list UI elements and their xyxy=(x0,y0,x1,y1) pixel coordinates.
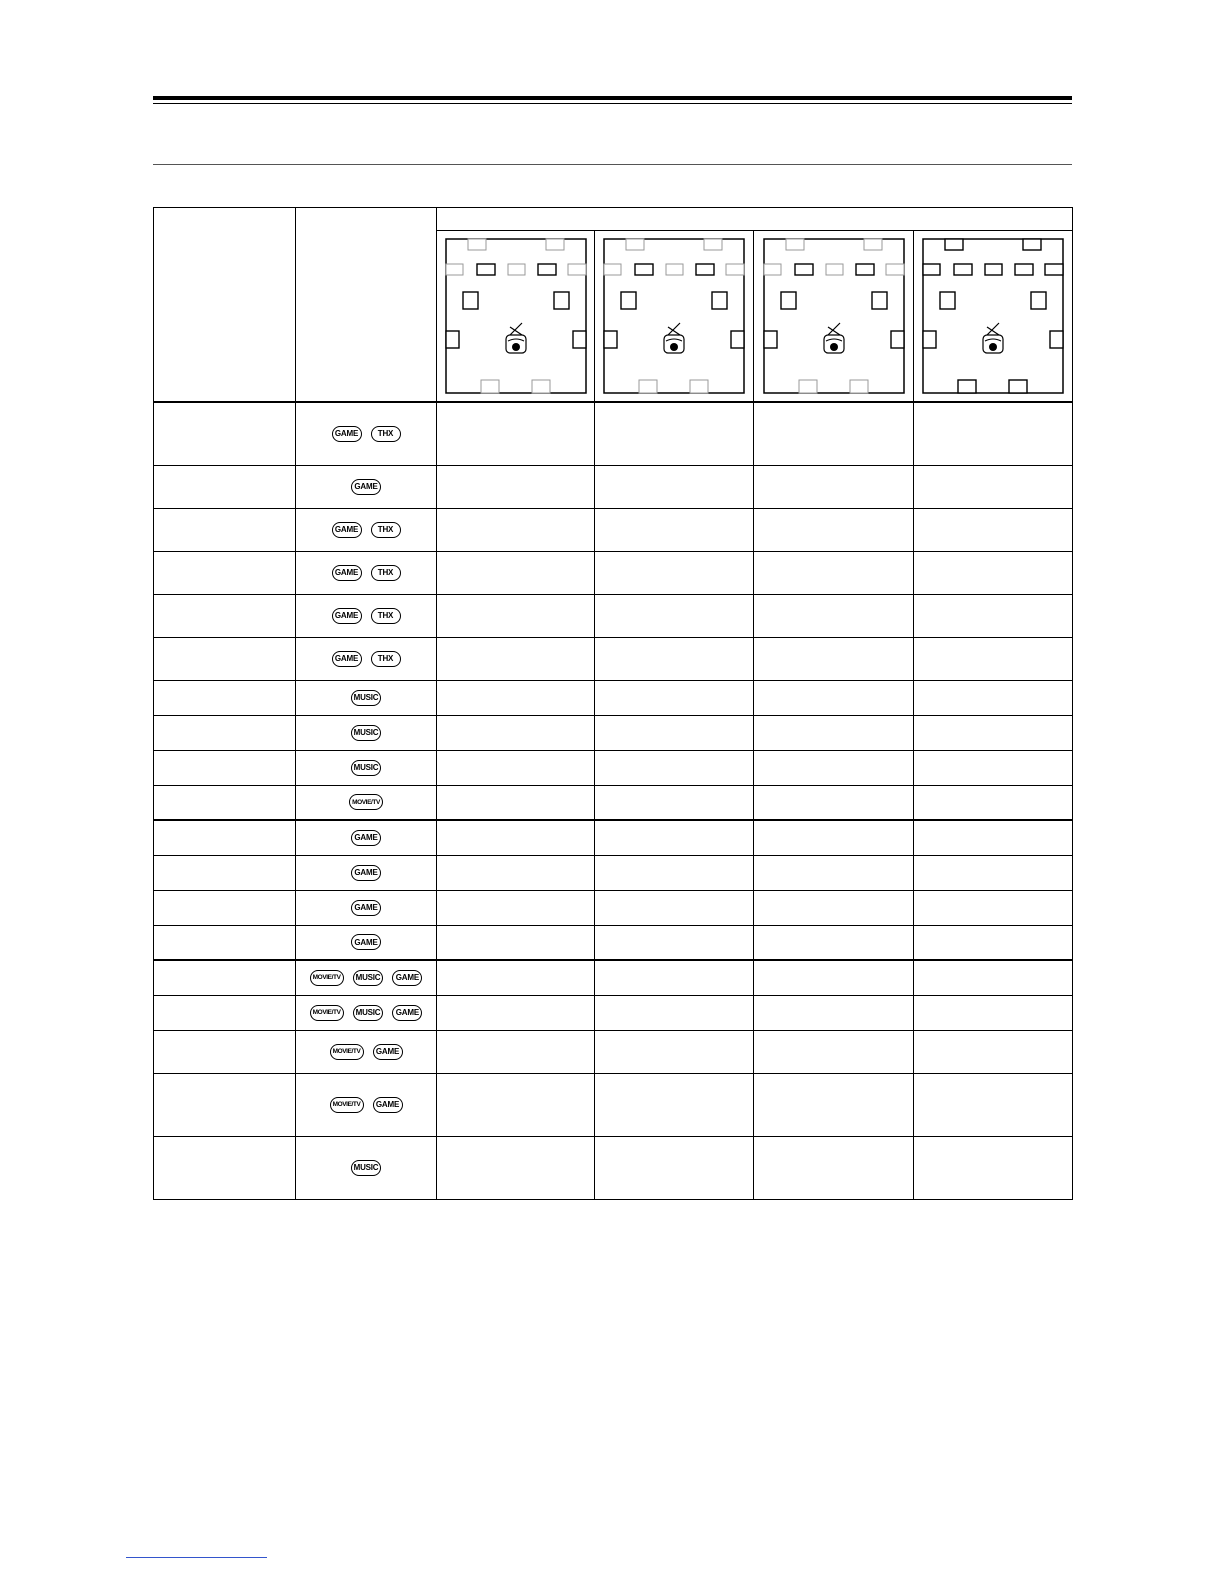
layout-availability-cell xyxy=(595,637,754,680)
mode-buttons xyxy=(296,426,436,442)
layout-availability-cell xyxy=(914,820,1073,855)
music-button-icon: MUSIC xyxy=(353,1005,384,1021)
mode-name-cell xyxy=(154,960,296,995)
mode-button-cell xyxy=(296,594,437,637)
mode-buttons xyxy=(296,970,436,986)
mode-button-cell xyxy=(296,785,437,820)
footnote-rule xyxy=(126,1557,267,1558)
speaker-diagram-cell-2 xyxy=(595,231,754,403)
layout-availability-cell xyxy=(595,1030,754,1073)
layout-availability-cell xyxy=(754,925,914,960)
layout-availability-cell xyxy=(914,551,1073,594)
front-wide-right-speaker xyxy=(726,264,744,275)
layout-availability-cell xyxy=(754,594,914,637)
center-speaker xyxy=(985,264,1002,275)
front-wide-right-speaker xyxy=(1045,264,1063,275)
mode-buttons xyxy=(296,565,436,581)
surround-back-right-speaker xyxy=(690,380,708,393)
mode-name-cell xyxy=(154,820,296,855)
front-left-speaker xyxy=(795,264,813,275)
mode-buttons xyxy=(296,760,436,776)
layout-availability-cell xyxy=(595,855,754,890)
table-row xyxy=(154,594,1073,637)
table-row xyxy=(154,551,1073,594)
mode-name-cell xyxy=(154,1073,296,1136)
layout-availability-cell xyxy=(754,1136,914,1199)
mode-button-cell xyxy=(296,508,437,551)
surround-left-speaker xyxy=(940,292,955,309)
listener-icon xyxy=(506,323,526,353)
layout-availability-cell xyxy=(914,925,1073,960)
layout-availability-cell xyxy=(595,680,754,715)
layout-availability-cell xyxy=(914,508,1073,551)
mode-buttons xyxy=(296,865,436,881)
movie-tv-button-icon: MOVIE/TV xyxy=(310,1005,344,1021)
layout-availability-cell xyxy=(914,890,1073,925)
front-wide-left-speaker xyxy=(764,264,781,275)
table-row xyxy=(154,1073,1073,1136)
front-right-speaker xyxy=(538,264,556,275)
layout-availability-cell xyxy=(754,680,914,715)
mode-buttons xyxy=(296,830,436,846)
surround-back-right-speaker xyxy=(1009,380,1027,393)
mode-buttons xyxy=(296,1005,436,1021)
movie-tv-button-icon: MOVIE/TV xyxy=(330,1097,364,1113)
mode-name-cell xyxy=(154,715,296,750)
mode-button-cell xyxy=(296,402,437,465)
layout-availability-cell xyxy=(914,465,1073,508)
music-button-icon: MUSIC xyxy=(351,690,382,706)
front-wide-right-speaker xyxy=(886,264,904,275)
layout-availability-cell xyxy=(595,995,754,1030)
layout-availability-cell xyxy=(914,637,1073,680)
front-left-speaker xyxy=(954,264,972,275)
layout-availability-cell xyxy=(754,551,914,594)
mode-name-cell xyxy=(154,750,296,785)
surround-back-right-speaker xyxy=(532,380,550,393)
layout-availability-cell xyxy=(437,637,595,680)
table-row xyxy=(154,465,1073,508)
table-row xyxy=(154,925,1073,960)
table-row xyxy=(154,1030,1073,1073)
front-high-left-speaker xyxy=(945,239,963,250)
front-wide-left-speaker xyxy=(604,264,621,275)
room-outline xyxy=(923,239,1063,393)
mode-button-cell xyxy=(296,750,437,785)
mode-buttons xyxy=(296,690,436,706)
thx-button-icon: THX xyxy=(371,651,401,667)
room-diagram xyxy=(921,237,1065,395)
layout-availability-cell xyxy=(437,820,595,855)
game-button-icon: GAME xyxy=(332,651,362,667)
mode-button-cell xyxy=(296,960,437,995)
layout-availability-cell xyxy=(437,551,595,594)
table-row xyxy=(154,715,1073,750)
surround-right-speaker xyxy=(872,292,887,309)
mode-buttons xyxy=(296,1044,436,1060)
game-button-icon: GAME xyxy=(351,479,381,495)
surround-left-speaker xyxy=(463,292,478,309)
table-row xyxy=(154,750,1073,785)
game-button-icon: GAME xyxy=(332,565,362,581)
mode-button-cell xyxy=(296,925,437,960)
side-right-speaker xyxy=(891,331,904,348)
front-wide-left-speaker xyxy=(923,264,940,275)
room-outline xyxy=(446,239,586,393)
mode-buttons xyxy=(296,1160,436,1176)
layout-availability-cell xyxy=(595,750,754,785)
front-high-left-speaker xyxy=(786,239,804,250)
layout-availability-cell xyxy=(595,551,754,594)
listener-icon xyxy=(983,323,1003,353)
layout-availability-cell xyxy=(437,1030,595,1073)
front-right-speaker xyxy=(696,264,714,275)
layout-availability-cell xyxy=(437,508,595,551)
music-button-icon: MUSIC xyxy=(353,970,384,986)
layout-availability-cell xyxy=(754,1073,914,1136)
side-left-speaker xyxy=(446,331,459,348)
layout-availability-cell xyxy=(595,925,754,960)
layout-availability-cell xyxy=(914,594,1073,637)
mode-buttons xyxy=(296,651,436,667)
thx-button-icon: THX xyxy=(371,426,401,442)
surround-back-left-speaker xyxy=(799,380,817,393)
room-outline xyxy=(764,239,904,393)
layout-availability-cell xyxy=(595,1073,754,1136)
layout-availability-cell xyxy=(914,750,1073,785)
front-left-speaker xyxy=(635,264,653,275)
layout-availability-cell xyxy=(754,465,914,508)
surround-right-speaker xyxy=(712,292,727,309)
mode-name-cell xyxy=(154,508,296,551)
table-row xyxy=(154,820,1073,855)
mode-buttons xyxy=(296,794,436,810)
layout-availability-cell xyxy=(754,1030,914,1073)
section-rule xyxy=(153,164,1072,165)
layout-availability-cell xyxy=(437,402,595,465)
table-row xyxy=(154,785,1073,820)
layout-availability-cell xyxy=(914,1030,1073,1073)
music-button-icon: MUSIC xyxy=(351,725,382,741)
game-button-icon: GAME xyxy=(392,1005,422,1021)
speaker-layout-diagram-4 xyxy=(914,237,1072,395)
layout-availability-cell xyxy=(754,890,914,925)
layout-availability-cell xyxy=(914,680,1073,715)
layout-availability-cell xyxy=(914,855,1073,890)
table-row xyxy=(154,637,1073,680)
layout-availability-cell xyxy=(437,680,595,715)
layout-availability-cell xyxy=(437,960,595,995)
mode-name-cell xyxy=(154,680,296,715)
table-row xyxy=(154,960,1073,995)
speaker-diagram-cell-1 xyxy=(437,231,595,403)
surround-back-left-speaker xyxy=(958,380,976,393)
layout-availability-cell xyxy=(437,1136,595,1199)
front-right-speaker xyxy=(1015,264,1033,275)
mode-button-cell xyxy=(296,465,437,508)
mode-name-cell xyxy=(154,995,296,1030)
mode-button-cell xyxy=(296,820,437,855)
mode-name-cell xyxy=(154,637,296,680)
music-button-icon: MUSIC xyxy=(351,760,382,776)
room-diagram xyxy=(762,237,906,395)
header-rule-thick xyxy=(153,96,1072,100)
layout-availability-cell xyxy=(754,508,914,551)
speaker-diagram-cell-4 xyxy=(914,231,1073,403)
mode-name-cell xyxy=(154,465,296,508)
layout-availability-cell xyxy=(595,508,754,551)
mode-button-cell xyxy=(296,995,437,1030)
mode-name-cell xyxy=(154,925,296,960)
center-speaker xyxy=(826,264,843,275)
layout-availability-cell xyxy=(754,715,914,750)
speaker-layout-diagram-2 xyxy=(595,237,753,395)
layout-availability-cell xyxy=(595,715,754,750)
layout-availability-cell xyxy=(754,402,914,465)
layout-availability-cell xyxy=(754,855,914,890)
speaker-layout-diagram-3 xyxy=(754,237,913,395)
layout-availability-cell xyxy=(595,820,754,855)
front-high-left-speaker xyxy=(626,239,644,250)
header-row xyxy=(154,208,1073,231)
surround-left-speaker xyxy=(621,292,636,309)
game-button-icon: GAME xyxy=(332,426,362,442)
side-left-speaker xyxy=(764,331,777,348)
layout-availability-cell xyxy=(914,402,1073,465)
layout-availability-cell xyxy=(437,465,595,508)
side-right-speaker xyxy=(1050,331,1063,348)
layout-availability-cell xyxy=(595,890,754,925)
table-row xyxy=(154,995,1073,1030)
mode-buttons xyxy=(296,479,436,495)
mode-button-cell xyxy=(296,1073,437,1136)
layout-availability-cell xyxy=(914,1073,1073,1136)
layout-availability-cell xyxy=(754,820,914,855)
front-wide-left-speaker xyxy=(446,264,463,275)
mode-button-cell xyxy=(296,855,437,890)
music-button-icon: MUSIC xyxy=(351,1160,382,1176)
surround-back-left-speaker xyxy=(639,380,657,393)
movie-tv-button-icon: MOVIE/TV xyxy=(310,970,344,986)
table-row xyxy=(154,855,1073,890)
mode-button-cell xyxy=(296,637,437,680)
mode-name-cell xyxy=(154,594,296,637)
mode-button-cell xyxy=(296,680,437,715)
front-high-right-speaker xyxy=(1023,239,1041,250)
button-header-cell xyxy=(296,208,437,403)
layout-availability-cell xyxy=(754,637,914,680)
surround-right-speaker xyxy=(1031,292,1046,309)
game-button-icon: GAME xyxy=(351,900,381,916)
layout-availability-cell xyxy=(595,960,754,995)
side-right-speaker xyxy=(573,331,586,348)
mode-buttons xyxy=(296,934,436,950)
mode-button-cell xyxy=(296,890,437,925)
room-diagram xyxy=(444,237,588,395)
movie-tv-button-icon: MOVIE/TV xyxy=(330,1044,364,1060)
front-high-right-speaker xyxy=(864,239,882,250)
side-left-speaker xyxy=(604,331,617,348)
front-right-speaker xyxy=(856,264,874,275)
mode-name-cell xyxy=(154,890,296,925)
thx-button-icon: THX xyxy=(371,565,401,581)
listener-icon xyxy=(664,323,684,353)
side-left-speaker xyxy=(923,331,936,348)
center-speaker xyxy=(508,264,525,275)
layout-availability-cell xyxy=(437,855,595,890)
room-outline xyxy=(604,239,744,393)
layout-availability-cell xyxy=(437,925,595,960)
game-button-icon: GAME xyxy=(373,1044,403,1060)
thx-button-icon: THX xyxy=(371,522,401,538)
surround-back-left-speaker xyxy=(481,380,499,393)
thx-button-icon: THX xyxy=(371,608,401,624)
layout-availability-cell xyxy=(914,995,1073,1030)
mode-buttons xyxy=(296,725,436,741)
layout-availability-cell xyxy=(754,995,914,1030)
speaker-layout-diagram-1 xyxy=(437,237,594,395)
surround-back-right-speaker xyxy=(850,380,868,393)
layout-availability-cell xyxy=(754,785,914,820)
table-row xyxy=(154,680,1073,715)
layout-availability-cell xyxy=(754,750,914,785)
speaker-layout-header-cell xyxy=(437,208,1073,231)
layout-availability-cell xyxy=(754,960,914,995)
layout-availability-cell xyxy=(437,594,595,637)
layout-availability-cell xyxy=(437,785,595,820)
game-button-icon: GAME xyxy=(332,522,362,538)
game-button-icon: GAME xyxy=(332,608,362,624)
game-button-icon: GAME xyxy=(351,865,381,881)
front-high-right-speaker xyxy=(546,239,564,250)
layout-availability-cell xyxy=(914,785,1073,820)
mode-name-cell xyxy=(154,1030,296,1073)
front-high-right-speaker xyxy=(704,239,722,250)
game-button-icon: GAME xyxy=(351,830,381,846)
layout-availability-cell xyxy=(914,960,1073,995)
mode-button-cell xyxy=(296,551,437,594)
mode-buttons xyxy=(296,522,436,538)
table-row xyxy=(154,1136,1073,1199)
mode-name-cell xyxy=(154,402,296,465)
layout-availability-cell xyxy=(595,594,754,637)
layout-availability-cell xyxy=(595,402,754,465)
front-wide-right-speaker xyxy=(568,264,586,275)
mode-button-cell xyxy=(296,1136,437,1199)
layout-availability-cell xyxy=(914,715,1073,750)
table-row xyxy=(154,402,1073,465)
header-rule-thin xyxy=(153,103,1072,104)
table-row xyxy=(154,508,1073,551)
layout-availability-cell xyxy=(914,1136,1073,1199)
mode-buttons xyxy=(296,608,436,624)
layout-availability-cell xyxy=(437,890,595,925)
mode-button-cell xyxy=(296,715,437,750)
layout-availability-cell xyxy=(437,715,595,750)
speaker-diagram-cell-3 xyxy=(754,231,914,403)
game-button-icon: GAME xyxy=(373,1097,403,1113)
layout-availability-cell xyxy=(595,1136,754,1199)
listener-icon xyxy=(824,323,844,353)
movie-tv-button-icon: MOVIE/TV xyxy=(349,794,383,810)
layout-availability-cell xyxy=(437,750,595,785)
layout-availability-cell xyxy=(595,465,754,508)
table-row xyxy=(154,890,1073,925)
side-right-speaker xyxy=(731,331,744,348)
listening-mode-table xyxy=(153,207,1073,1200)
mode-button-cell xyxy=(296,1030,437,1073)
layout-availability-cell xyxy=(437,995,595,1030)
game-button-icon: GAME xyxy=(392,970,422,986)
mode-buttons xyxy=(296,900,436,916)
surround-left-speaker xyxy=(781,292,796,309)
mode-buttons xyxy=(296,1097,436,1113)
mode-header-cell xyxy=(154,208,296,403)
layout-availability-cell xyxy=(595,785,754,820)
room-diagram xyxy=(602,237,746,395)
surround-right-speaker xyxy=(554,292,569,309)
front-left-speaker xyxy=(477,264,495,275)
mode-name-cell xyxy=(154,1136,296,1199)
center-speaker xyxy=(666,264,683,275)
mode-name-cell xyxy=(154,855,296,890)
mode-name-cell xyxy=(154,785,296,820)
mode-name-cell xyxy=(154,551,296,594)
front-high-left-speaker xyxy=(468,239,486,250)
layout-availability-cell xyxy=(437,1073,595,1136)
game-button-icon: GAME xyxy=(351,934,381,950)
